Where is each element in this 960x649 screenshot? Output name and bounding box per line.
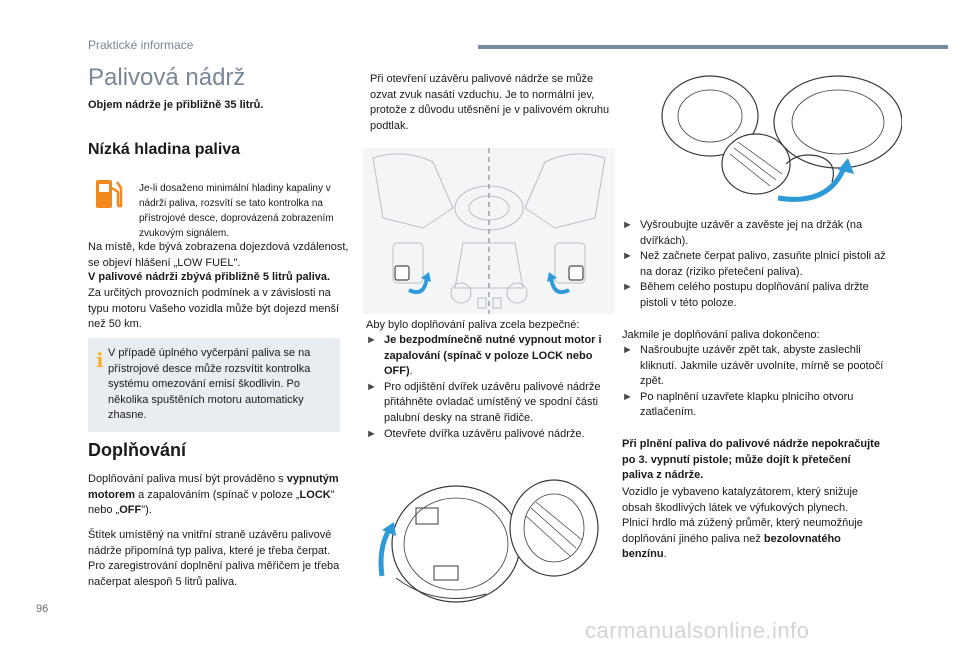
low-fuel-warning: Je-li dosaženo minimální hladiny kapaliny v nádrži paliva, rozsvítí se tato kontrolka na přístrojové desce, doprovázená zobrazením zvukovým signálem. xyxy=(139,183,334,239)
fuel-pump-icon xyxy=(94,176,124,210)
safety-steps xyxy=(366,333,618,442)
info-icon: i xyxy=(96,348,104,372)
fuel-cap-illustration xyxy=(648,72,902,212)
fuel-label-note: Štítek umístěný na vnitřní straně uzávěru palivové nádrže připomíná typ paliva, které je třeba čerpat. xyxy=(88,529,332,557)
list-item: ► Během celého postupu doplňování paliva držte pistoli v této poloze. xyxy=(622,281,869,309)
header-bar xyxy=(478,45,948,49)
list-item: ► Než začnete čerpat palivo, zasuňte plnicí pistoli až na doraz (riziko přetečení paliva). xyxy=(622,250,886,278)
fuel-flap-illustration xyxy=(376,468,614,608)
capacity-text: Objem nádrže je přibližně 35 litrů. xyxy=(88,99,264,111)
list-item: ► Našroubujte uzávěr zpět tak, abyste zaslechli kliknutí. Jakmile uzávěr uvolníte, mírně se pootočí zpět. xyxy=(622,344,884,388)
low-level-heading: Nízká hladina paliva xyxy=(88,141,241,158)
low-fuel-message: Na místě, kde bývá zobrazena dojezdová vzdálenost, se objeví hlášení „LOW FUEL". xyxy=(88,241,349,269)
section-label: Praktické informace xyxy=(88,38,194,52)
refueling-heading: Doplňování xyxy=(88,440,186,460)
list-item: ► Otevřete dvířka uzávěru palivové nádrže. xyxy=(366,427,585,440)
catalyst-note: Vozidlo je vybaveno katalyzátorem, který snižuje obsah škodlivých látek ve výfukových plynech. xyxy=(622,486,859,514)
range-note: Za určitých provozních podmínek a v závislosti na typu motoru Vašeho vozidla může být dojezd menší než 50 km. xyxy=(88,287,340,331)
overflow-warning: Při plnění paliva do palivové nádrže nepokračujte po 3. vypnutí pistole; může dojít k přetečení paliva z nádrže. xyxy=(622,438,880,482)
list-item: ► Po naplnění uzavřete klapku plnicího otvoru zatlačením. xyxy=(622,390,854,419)
filler-neck-note: Plnicí hrdlo má zúžený průměr, který neumožňuje doplňování jiného paliva než bezolovnatého benzínu. xyxy=(622,517,863,561)
finish-intro: Jakmile je doplňování paliva dokončeno: xyxy=(622,329,820,341)
dashboard-release-illustration xyxy=(363,148,615,314)
finish-steps xyxy=(622,343,894,421)
remaining-fuel: V palivové nádrži zbývá přibližně 5 litrů paliva. xyxy=(88,271,331,283)
info-text: V případě úplného vyčerpání paliva se na přístrojové desce může rozsvítit kontrolka systému omezování emisí škodlivin. Po několika spuštěních motoru automaticky zhasne. xyxy=(108,347,311,422)
list-item: ► Pro odjištění dvířek uzávěru palivové nádrže přitáhněte ovladač umístěný ve spodní části palubní desky na straně řidiče. xyxy=(366,380,601,424)
refueling-condition: Doplňování paliva musí být prováděno s vypnutým motorem a zapalováním (spínač v poloze „LOCK" nebo „OFF"). xyxy=(88,473,339,517)
page-number: 96 xyxy=(36,603,49,615)
page-title: Palivová nádrž xyxy=(88,64,246,91)
label-and-register xyxy=(88,528,358,590)
refuel-steps xyxy=(622,218,894,312)
safety-intro: Aby bylo doplňování paliva zcela bezpečné: xyxy=(366,319,580,331)
list-item: ► Vyšroubujte uzávěr a zavěste jej na držák (na dvířkách). xyxy=(622,219,863,247)
air-sound-note: Při otevření uzávěru palivové nádrže se může ozvat zvuk nasátí vzduchu. Je to normální jev, protože z důvodu utěsnění je v palivovém okruhu podtlak. xyxy=(370,73,610,132)
minimum-refuel-note: Pro zaregistrování doplnění paliva měřičem je třeba načerpat alespoň 5 litrů paliva. xyxy=(88,560,340,588)
catalyst-notes xyxy=(622,485,884,563)
list-item: ► Je bezpodmínečně nutné vypnout motor i zapalování (spínač v poloze LOCK nebo OFF). xyxy=(366,334,602,378)
watermark: carmanualsonline.info xyxy=(585,618,810,643)
